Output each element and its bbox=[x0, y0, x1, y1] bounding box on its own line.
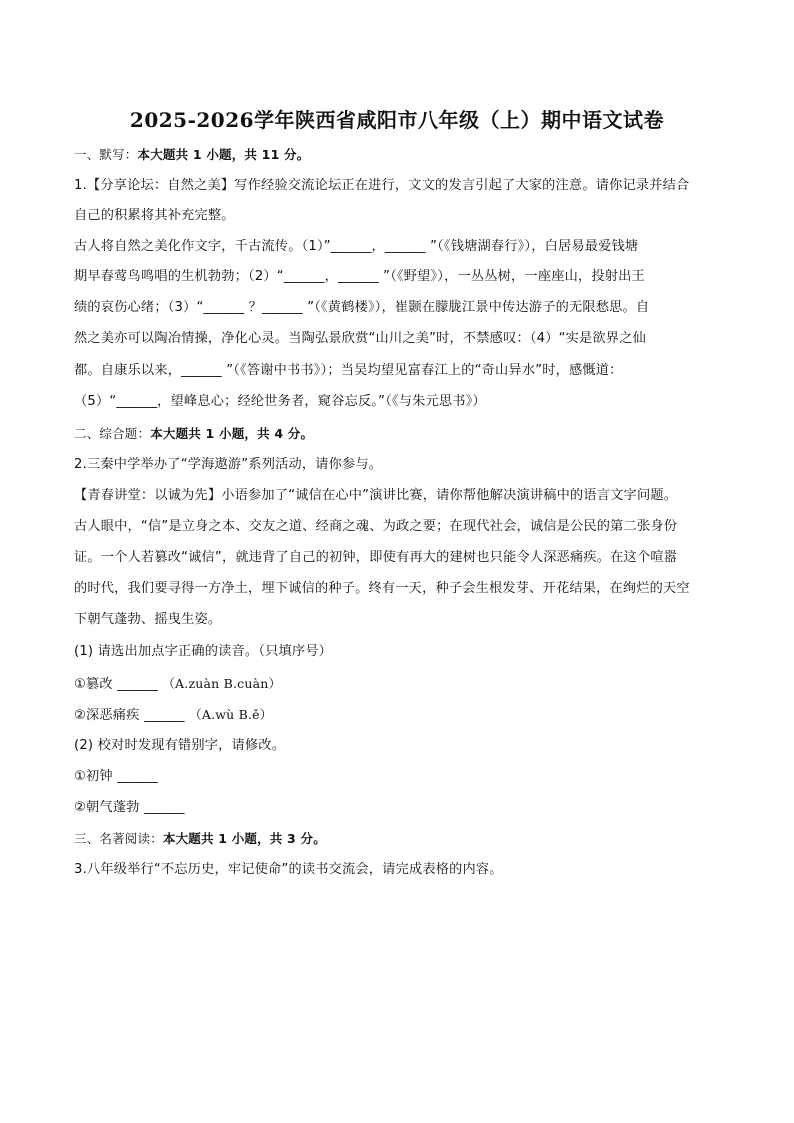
item-text: ①篡改 ______ bbox=[74, 677, 158, 692]
item-options: （A.wù B.ě） bbox=[189, 707, 273, 722]
q2-sub1-prompt: (1) 请选出加点字正确的读音。（只填序号） bbox=[74, 644, 333, 659]
q2-sub2-item: ①初钟 ______ bbox=[74, 769, 158, 784]
q3-prompt: 3.八年级举行“不忘历史，牢记使命”的读书交流会，请完成表格的内容。 bbox=[74, 862, 503, 877]
q2-speech-line: 证。一个人若篡改“诚信”，就违背了自己的初钟，即使有再大的建树也只能令人深恶痛疾。在这个喧嚣 bbox=[74, 550, 678, 565]
q2-intro: 2.三秦中学举办了“学海遨游”系列活动，请你参与。 bbox=[74, 457, 383, 472]
q1-line: 期早春莺鸟鸣唱的生机勃勃；（2）“______，______ ”（《野望》），一丛丛树，一座座山，投射出王 bbox=[74, 269, 645, 284]
section-header-3 bbox=[74, 830, 724, 848]
section-header-2 bbox=[74, 425, 724, 443]
section-desc: 本大题共 1 小题，共 11 分。 bbox=[137, 147, 310, 162]
q2-speech-line: 的时代，我们要寻得一方净土，埋下诚信的种子。终有一天，种子会生根发芽、开花结果，在绚烂的天空 bbox=[74, 581, 690, 596]
q2-sub1-item bbox=[74, 706, 724, 725]
q2-sub2-prompt: (2) 校对时发现有错别字，请修改。 bbox=[74, 738, 286, 753]
section-desc: 本大题共 1 小题，共 4 分。 bbox=[150, 426, 314, 441]
section-desc: 本大题共 1 小题，共 3 分。 bbox=[162, 831, 326, 846]
section-prefix: 二、综合题： bbox=[74, 426, 151, 441]
item-text: ②深恶痛疾 ______ bbox=[74, 708, 185, 723]
q1-line: 自己的积累将其补充完整。 bbox=[74, 208, 235, 223]
q2-sub1-item bbox=[74, 675, 724, 694]
section-prefix: 三、名著阅读： bbox=[74, 831, 163, 846]
q1-line: 都。自康乐以来，______ ”（《答谢中书书》）；当吴均望见富春江上的“奇山异水”时，感慨道： bbox=[74, 363, 623, 378]
item-options: （A.zuàn B.cuàn） bbox=[162, 676, 282, 691]
q1-line: 古人将自然之美化作文字，千古流传。（1）”______，______ ”（《钱塘湖春行》），白居易最爱钱塘 bbox=[74, 239, 639, 254]
q1-line: 绩的哀伤心绪；（3）“______ ？______ ”（《黄鹤楼》），崔颢在朦胧江景中传达游子的无限愁思。自 bbox=[74, 300, 650, 315]
q2-speech-line: 古人眼中，“信”是立身之本、交友之道、经商之魂、为政之要；在现代社会，诚信是公民的第二张身份 bbox=[74, 519, 678, 534]
q1-line: 然之美亦可以陶冶情操，净化心灵。当陶弘景欣赏“山川之美”时，不禁感叹：（4）“实是欲界之仙 bbox=[74, 331, 646, 346]
q1-line: 1.【分享论坛：自然之美】写作经验交流论坛正在进行，文文的发言引起了大家的注意。请你记录并结合 bbox=[74, 178, 690, 193]
q2-speech-line: 下朝气蓬勃、摇曳生姿。 bbox=[74, 612, 222, 627]
section-header-1 bbox=[74, 146, 724, 164]
exam-title: 2025-2026学年陕西省咸阳市八年级（上）期中语文试卷 bbox=[129, 108, 665, 132]
q1-line: （5）“______，望峰息心；经纶世务者，窥谷忘反。”（《与朱元思书》） bbox=[74, 394, 486, 409]
section-prefix: 一、默写： bbox=[74, 147, 138, 162]
q2-sub2-item: ②朝气蓬勃 ______ bbox=[74, 800, 185, 815]
q2-speech-line: 【青春讲堂：以诚为先】小语参加了“诚信在心中”演讲比赛，请你帮他解决演讲稿中的语言文字问题。 bbox=[74, 488, 678, 503]
